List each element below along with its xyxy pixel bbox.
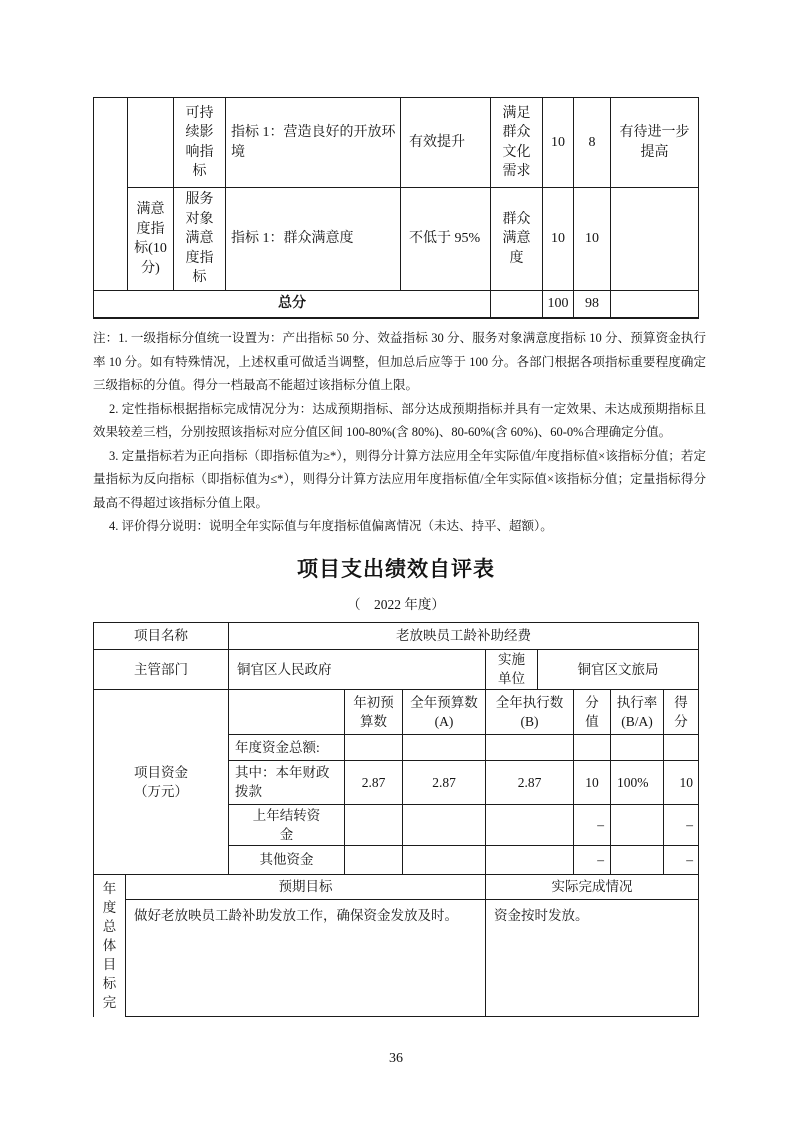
table-row xyxy=(128,188,699,291)
points-header-text: 分值 xyxy=(585,694,599,729)
sub-category-cell xyxy=(128,188,174,291)
total-score-row xyxy=(94,291,699,318)
indicator-name-text: 指标 1：营造良好的开放环境 xyxy=(231,125,396,160)
deviation-cell xyxy=(611,188,699,291)
actual-result-cell: 资金按时发放。 xyxy=(486,900,699,1017)
note-3: 3. 定量指标若为正向指标（即指标值为≥*），则得分计算方法应用全年实际值/年度指标值×该指标分值；若定量指标为反向指标（即指标值为≤*），则得分计算方法应用年度指标值/全年实际值×该指标分值；定量指标得分最高不得超过该指标分值上限。 xyxy=(93,448,706,510)
initial-budget-header xyxy=(345,690,403,735)
fund-exec-cell xyxy=(486,846,574,875)
fund-other-row xyxy=(229,846,699,875)
funds-rows xyxy=(229,690,699,875)
project-funds-block xyxy=(94,690,699,875)
fund-score-cell: – xyxy=(664,846,699,875)
level3-indicator-text: 服务对象满意度指标 xyxy=(185,192,214,286)
annual-target-text: 有效提升 xyxy=(409,134,465,150)
department-row xyxy=(94,650,699,690)
goal-header-row xyxy=(126,875,699,900)
fund-points-cell: – xyxy=(574,805,611,846)
fund-fiscal-row xyxy=(229,761,699,805)
fund-budget-cell xyxy=(403,846,486,875)
deviation-cell xyxy=(611,98,699,188)
fund-total-row xyxy=(229,735,699,761)
score-cell: 10 xyxy=(574,188,611,291)
total-points-cell: 100 xyxy=(543,291,574,318)
impl-unit-value: 铜官区文旅局 xyxy=(538,650,699,690)
annual-target-text: 不低于 95% xyxy=(409,231,481,247)
funds-label-text: 项目资金（万元） xyxy=(134,764,188,799)
annual-actual-text: 群众满意度 xyxy=(502,211,531,266)
annual-actual-cell xyxy=(491,98,543,188)
level3-indicator-cell xyxy=(174,188,226,291)
note-2: 2. 定性指标根据指标完成情况分为：达成预期指标、部分达成预期指标并具有一定效果、未达成预期指标且效果较差三档，分别按照该指标对应分值区间 100-80%(含 80%)、80-60%(含 60%)、60-0%合理确定分值。 xyxy=(93,401,706,439)
dept-value: 铜官区人民政府 xyxy=(229,650,486,690)
fund-initial-cell xyxy=(345,846,403,875)
table-notes xyxy=(93,327,706,539)
indicator-rows xyxy=(128,98,699,291)
fund-points-cell: – xyxy=(574,846,611,875)
fund-score-cell xyxy=(664,735,699,761)
fund-row-name-text: 其他资金 xyxy=(259,852,314,867)
page-number: 36 xyxy=(389,1050,403,1066)
score-cell: 8 xyxy=(574,98,611,188)
fund-points-cell: 10 xyxy=(574,761,611,805)
note-1: 注：1. 一级指标分值统一设置为：产出指标 50 分、效益指标 30 分、服务对象满意度指标 10 分、预算资金执行率 10 分。如有特殊情况，上述权重可做适当调整，但加总后应等于 100 分。各部门根据各项指标重要程度确定三级指标的分值。得分一档最高不能超过该指标分值上限。 xyxy=(93,331,706,392)
project-name-label: 项目名称 xyxy=(94,623,229,650)
annual-goal-block xyxy=(94,875,699,1017)
fund-initial-cell xyxy=(345,735,403,761)
annual-target-cell xyxy=(401,98,491,188)
impl-unit-label xyxy=(486,650,538,690)
points-cell: 10 xyxy=(543,188,574,291)
goal-rows xyxy=(126,875,699,1017)
indicator-name-cell xyxy=(226,188,401,291)
fund-budget-cell xyxy=(403,805,486,846)
level3-indicator-text: 可持续影响指标 xyxy=(185,105,214,179)
goal-content-row xyxy=(126,900,699,1017)
fund-row-name: 年度资金总额: xyxy=(229,735,345,761)
annual-exec-header-text: 全年执行数 (B) xyxy=(495,694,564,729)
funds-header-row xyxy=(229,690,699,735)
fund-points-cell xyxy=(574,735,611,761)
exec-rate-header-text: 执行率 (B/A) xyxy=(616,694,658,729)
exec-rate-header xyxy=(611,690,664,735)
fund-carryover-row xyxy=(229,805,699,846)
fund-row-name xyxy=(229,846,345,875)
category-spacer-cell xyxy=(94,98,128,291)
total-label-cell: 总分 xyxy=(94,291,491,318)
sub-category-text: 满意度指标(10分) xyxy=(134,202,167,276)
annual-budget-header xyxy=(403,690,486,735)
fund-exec-cell xyxy=(486,735,574,761)
fund-budget-cell: 2.87 xyxy=(403,761,486,805)
dept-label: 主管部门 xyxy=(94,650,229,690)
score-header xyxy=(664,690,699,735)
annual-exec-header xyxy=(486,690,574,735)
fund-rate-cell xyxy=(611,735,664,761)
level3-indicator-cell xyxy=(174,98,226,188)
project-name-value: 老放映员工龄补助经费 xyxy=(229,623,699,650)
actual-result-header: 实际完成情况 xyxy=(486,875,699,900)
goal-side-label-cell xyxy=(94,875,126,1017)
sub-category-cell xyxy=(128,98,174,188)
annual-budget-header-text: 全年预算数 (A) xyxy=(410,694,478,729)
table-row xyxy=(128,98,699,188)
indicator-score-table xyxy=(93,97,699,319)
fund-initial-cell: 2.87 xyxy=(345,761,403,805)
page-title: 项目支出绩效自评表 xyxy=(297,556,495,581)
fund-exec-cell xyxy=(486,805,574,846)
self-evaluation-table xyxy=(93,622,699,1017)
fund-initial-cell xyxy=(345,805,403,846)
fund-exec-cell: 2.87 xyxy=(486,761,574,805)
annual-target-cell xyxy=(401,188,491,291)
fund-rate-cell xyxy=(611,846,664,875)
fund-score-cell: 10 xyxy=(664,761,699,805)
fund-row-name-text: 上年结转资金 xyxy=(252,807,321,842)
empty-cell xyxy=(611,291,699,318)
fund-score-cell: – xyxy=(664,805,699,846)
goal-side-label-text: 年度总体目标完 xyxy=(102,880,117,1010)
indicator-name-cell xyxy=(226,98,401,188)
fund-row-name: 其中：本年财政拨款 xyxy=(229,761,345,805)
annual-actual-cell xyxy=(491,188,543,291)
total-score-cell: 98 xyxy=(574,291,611,318)
annual-actual-text: 满足群众文化需求 xyxy=(502,105,531,179)
empty-header-cell xyxy=(229,690,345,735)
fund-budget-cell xyxy=(403,735,486,761)
note-4: 4. 评价得分说明：说明全年实际值与年度指标值偏离情况（未达、持平、超额）。 xyxy=(109,519,553,533)
project-name-row xyxy=(94,623,699,650)
points-cell: 10 xyxy=(543,98,574,188)
table-row xyxy=(94,98,699,291)
fund-rate-cell xyxy=(611,805,664,846)
expected-goal-header: 预期目标 xyxy=(126,875,486,900)
points-header xyxy=(574,690,611,735)
fund-row-name xyxy=(229,805,345,846)
empty-cell xyxy=(491,291,543,318)
page-subtitle: （ 2022 年度） xyxy=(347,596,445,612)
deviation-text: 有待进一步提高 xyxy=(619,125,690,160)
indicator-name-text: 指标 1：群众满意度 xyxy=(231,231,354,247)
impl-unit-label-text: 实施单位 xyxy=(498,652,525,686)
fund-rate-cell: 100% xyxy=(611,761,664,805)
score-header-text: 得分 xyxy=(674,694,688,729)
initial-budget-header-text: 年初预算数 xyxy=(353,694,394,729)
funds-label-cell xyxy=(94,690,229,875)
expected-goal-cell: 做好老放映员工龄补助发放工作，确保资金发放及时。 xyxy=(126,900,486,1017)
